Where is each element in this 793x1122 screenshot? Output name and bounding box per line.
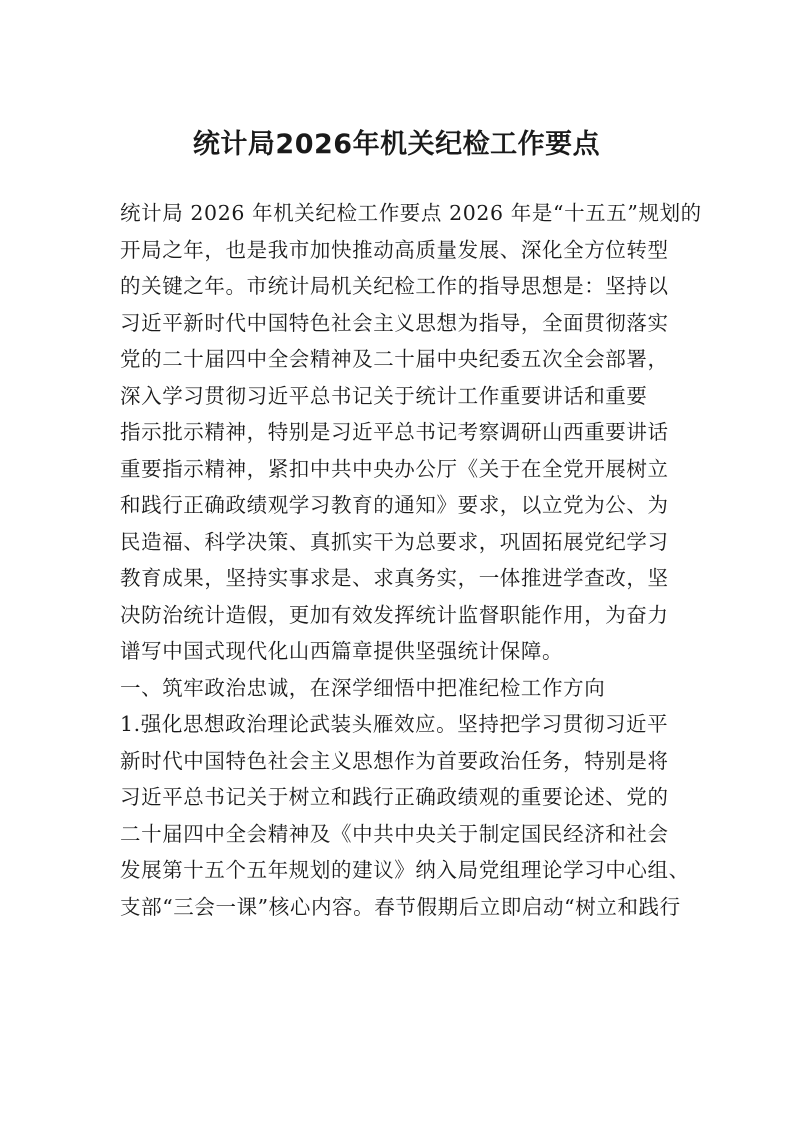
body-line: 和践行正确政绩观学习教育的通知》要求，以立党为公、为: [120, 493, 669, 517]
body-line: 新时代中国特色社会主义思想作为首要政治任务，特别是将: [120, 748, 669, 773]
body-line: 二十届四中全会精神及《中共中央关于制定国民经济和社会: [120, 821, 669, 846]
body-line: 开局之年，也是我市加快推动高质量发展、深化全方位转型: [120, 237, 669, 262]
body-line: 习近平新时代中国特色社会主义思想为指导，全面贯彻落实: [120, 310, 669, 335]
body-line: 重要指示精神，紧扣中共中央办公厅《关于在全党开展树立: [120, 456, 669, 481]
document-title: 统计局2026年机关纪检工作要点: [192, 129, 601, 160]
body-line: 教育成果，坚持实事求是、求真务实，一体推进学查改，坚: [120, 566, 669, 590]
body-line: 指示批示精神，特别是习近平总书记考察调研山西重要讲话: [120, 420, 669, 444]
document-body: [120, 195, 702, 925]
body-line: 谱写中国式现代化山西篇章提供坚强统计保障。: [120, 639, 564, 663]
body-line: 习近平总书记关于树立和践行正确政绩观的重要论述、党的: [120, 785, 669, 809]
body-line: 党的二十届四中全会精神及二十届中央纪委五次全会部署，: [120, 347, 669, 371]
body-line: 统计局 2026 年机关纪检工作要点 2026 年是“十五五”规划的: [120, 201, 702, 225]
body-line: 发展第十五个五年规划的建议》纳入局党组理论学习中心组、: [120, 858, 690, 882]
body-line: 1.强化思想政治理论武装头雁效应。坚持把学习贯彻习近平: [120, 712, 669, 736]
body-line: 深入学习贯彻习近平总书记关于统计工作重要讲话和重要: [120, 383, 648, 408]
body-line: 民造福、科学决策、真抓实干为总要求，巩固拓展党纪学习: [120, 529, 669, 554]
body-line: 的关键之年。市统计局机关纪检工作的指导思想是：坚持以: [120, 274, 669, 298]
body-line: 支部“三会一课”核心内容。春节假期后立即启动“树立和践行: [120, 894, 681, 919]
section-heading: 一、筑牢政治忠诚，在深学细悟中把准纪检工作方向: [120, 675, 606, 700]
body-line: 决防治统计造假，更加有效发挥统计监督职能作用，为奋力: [120, 602, 669, 627]
